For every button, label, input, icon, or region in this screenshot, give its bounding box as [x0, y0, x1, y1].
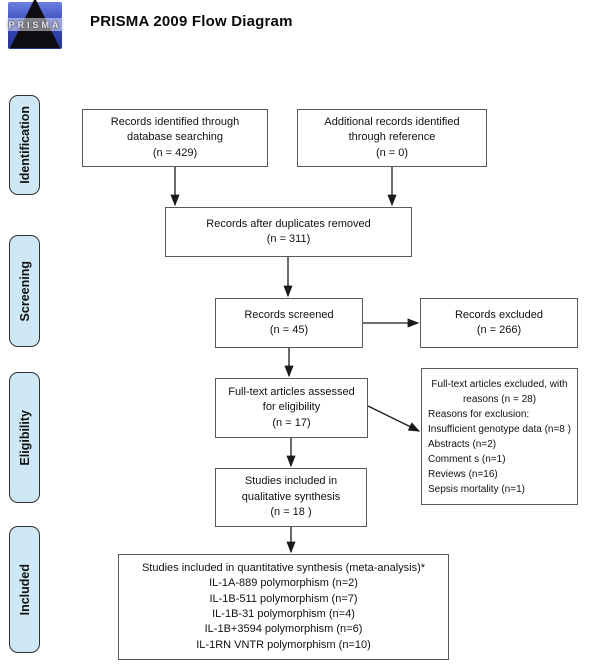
box-line: Additional records identified [324, 115, 460, 128]
box-records-excluded [420, 298, 578, 348]
box-line: IL-1B-31 polymorphism (n=4) [212, 608, 355, 620]
prisma-logo [8, 2, 62, 49]
reason-line: Reviews (n=16) [428, 468, 498, 480]
box-line: qualitative synthesis [241, 490, 341, 503]
box-line: (n = 17) [272, 416, 311, 429]
logo-band [6, 18, 64, 31]
box-additional-records [297, 109, 487, 167]
stage-eligibility-label: Eligibility [17, 409, 32, 466]
logo-text: PRISMA [8, 19, 62, 30]
box-line: Full-text articles assessed [228, 385, 355, 398]
box-line: Studies included in [244, 475, 338, 488]
reason-line: Comment s (n=1) [428, 453, 506, 465]
box-line: (n = 45) [269, 324, 309, 336]
reason-line: Abstracts (n=2) [428, 438, 497, 450]
page-title: PRISMA 2009 Flow Diagram [90, 13, 293, 30]
box-fulltext-excluded [421, 368, 578, 505]
box-line: database searching [126, 131, 223, 144]
box-records-identified [82, 109, 268, 167]
box-line: (n = 429) [152, 146, 198, 159]
box-records-screened [215, 298, 363, 348]
stage-screening [9, 235, 40, 347]
box-line: Records excluded [454, 308, 544, 321]
box-line: IL-1RN VNTR polymorphism (n=10) [196, 638, 371, 651]
box-line: reasons (n = 28) [462, 393, 537, 405]
box-qualitative-synthesis [215, 468, 367, 527]
box-line: IL-1B-511 polymorphism (n=7) [209, 592, 358, 605]
box-fulltext-assessed [215, 378, 368, 438]
box-quantitative-synthesis [118, 554, 449, 660]
stage-eligibility [9, 372, 40, 503]
box-line: Records after duplicates removed [206, 217, 371, 230]
box-line: IL-1A-889 polymorphism (n=2) [209, 577, 358, 590]
box-line: (n = 0) [375, 146, 409, 159]
reason-line: Sepsis mortality (n=1) [428, 483, 525, 495]
box-line: (n = 311) [266, 233, 311, 245]
stage-included [9, 526, 40, 653]
reason-line: Insufficient genotype data (n=8 ) [428, 423, 571, 435]
stage-included-label: Included [17, 563, 32, 616]
box-after-duplicates [165, 207, 412, 257]
box-line: IL-1B+3594 polymorphism (n=6) [204, 623, 363, 636]
box-line: Full-text articles excluded, with [431, 378, 568, 390]
box-line: for eligibility [262, 401, 321, 414]
stage-identification [9, 95, 40, 195]
box-line: (n = 266) [476, 324, 522, 336]
stage-screening-label: Screening [17, 260, 32, 322]
box-line: through reference [348, 131, 436, 144]
reason-line: Reasons for exclusion: [428, 408, 530, 420]
box-line: Studies included in quantitative synthesis (meta-analysis)* [141, 561, 426, 574]
box-line: (n = 18 ) [270, 506, 312, 519]
exclusion-reasons [428, 407, 571, 497]
box-line: Records identified through [110, 115, 240, 128]
stage-identification-label: Identification [17, 106, 32, 184]
box-line: Records screened [244, 308, 334, 321]
